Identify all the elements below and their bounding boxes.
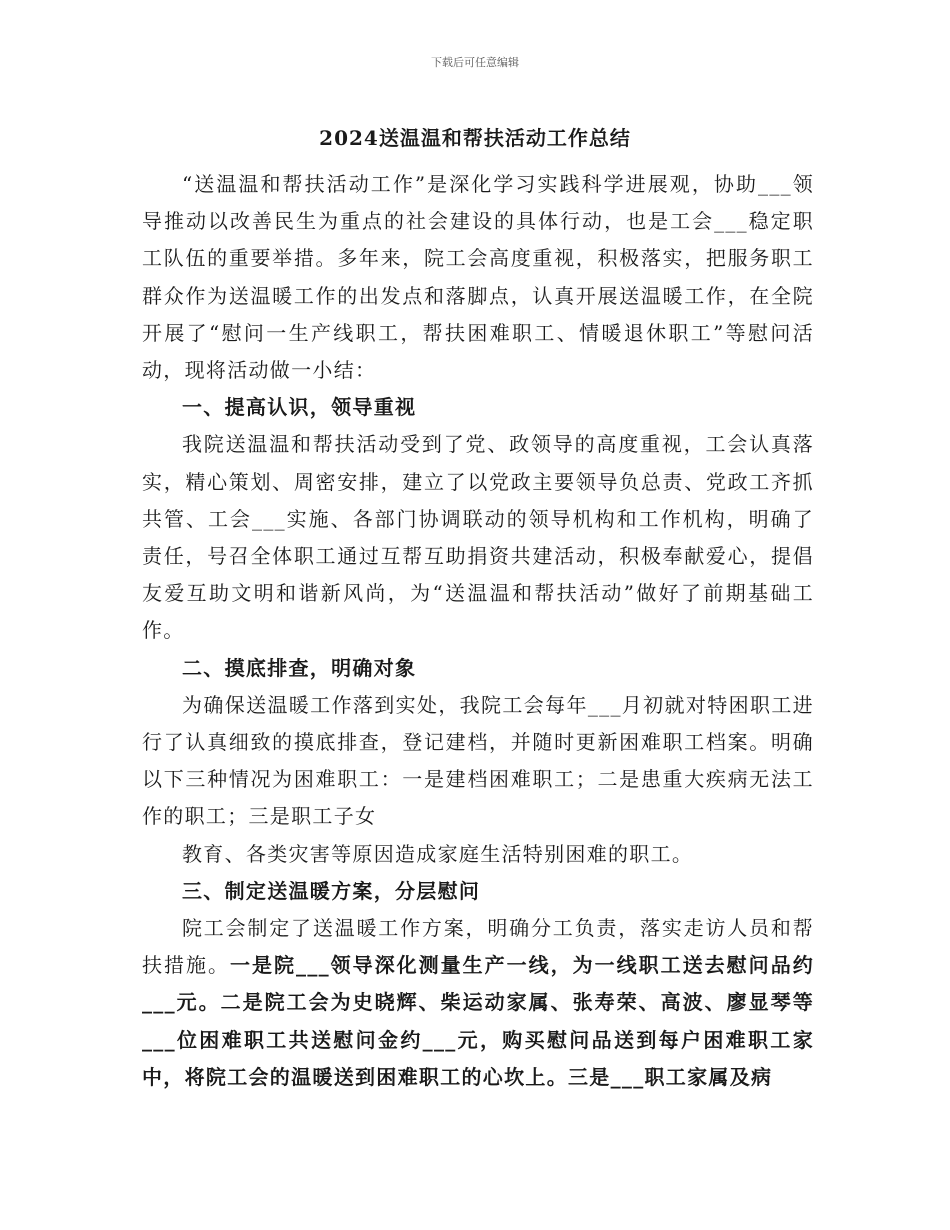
document-body [142,166,814,1096]
section-heading-2: 二、摸底排查，明确对象 [182,655,417,680]
section-2-continuation: 教育、各类灾害等原因造成家庭生活特别困难的职工。 [182,841,694,866]
section-heading-1: 一、提高认识，领导重视 [182,395,417,420]
document-title: 2024送温温和帮扶活动工作总结 [319,126,631,150]
header-note: 下载后可任意编辑 [431,56,519,69]
section-2-paragraph: 为确保送温暖工作落到实处，我院工会每年___月初就对特困职工进行了认真细致的摸底排查，登记建档，并随时更新困难职工档案。明确以下三种情况为困难职工：一是建档困难职工；二是患重大疾病无法工作的职工；三是职工子女 [142,692,814,829]
section-3-paragraph [142,910,814,1096]
section-3-tail-text: 三是___职工家属及病 [568,1064,773,1089]
section-heading-3: 三、制定送温暖方案，分层慰问 [182,878,481,903]
section-3-bold-text: 一是院___领导深化测量生产一线，为一线职工送去慰问品约___元。二是院工会为史晓辉、柴运动家属、张寿荣、高波、廖显琴等___位困难职工共送慰问金约___元，购买慰问品送到每户困难职工家中，将院工会的温暖送到困难职工的心坎上。 [142,953,814,1089]
section-3-normal-text: 院工会制定了送温暖工作方案，明确分工负责，落实走访人员和帮扶措施。 [142,916,814,978]
intro-paragraph: “送温温和帮扶活动工作”是深化学习实践科学进展观，协助___领导推动以改善民生为重点的社会建设的具体行动，也是工会___稳定职工队伍的重要举措。多年来，院工会高度重视，积极落实，把服务职工群众作为送温暖工作的出发点和落脚点，认真开展送温暖工作，在全院开展了“慰问一生产线职工，帮扶困难职工、情暖退休职工”等慰问活动，现将活动做一小结： [142,172,814,383]
section-1-paragraph: 我院送温温和帮扶活动受到了党、政领导的高度重视，工会认真落实，精心策划、周密安排，建立了以党政主要领导负总责、党政工齐抓共管、工会___实施、各部门协调联动的领导机构和工作机构，明确了责任，号召全体职工通过互帮互助捐资共建活动，积极奉献爱心，提倡友爱互助文明和谐新风尚，为“送温温和帮扶活动”做好了前期基础工作。 [142,432,814,643]
